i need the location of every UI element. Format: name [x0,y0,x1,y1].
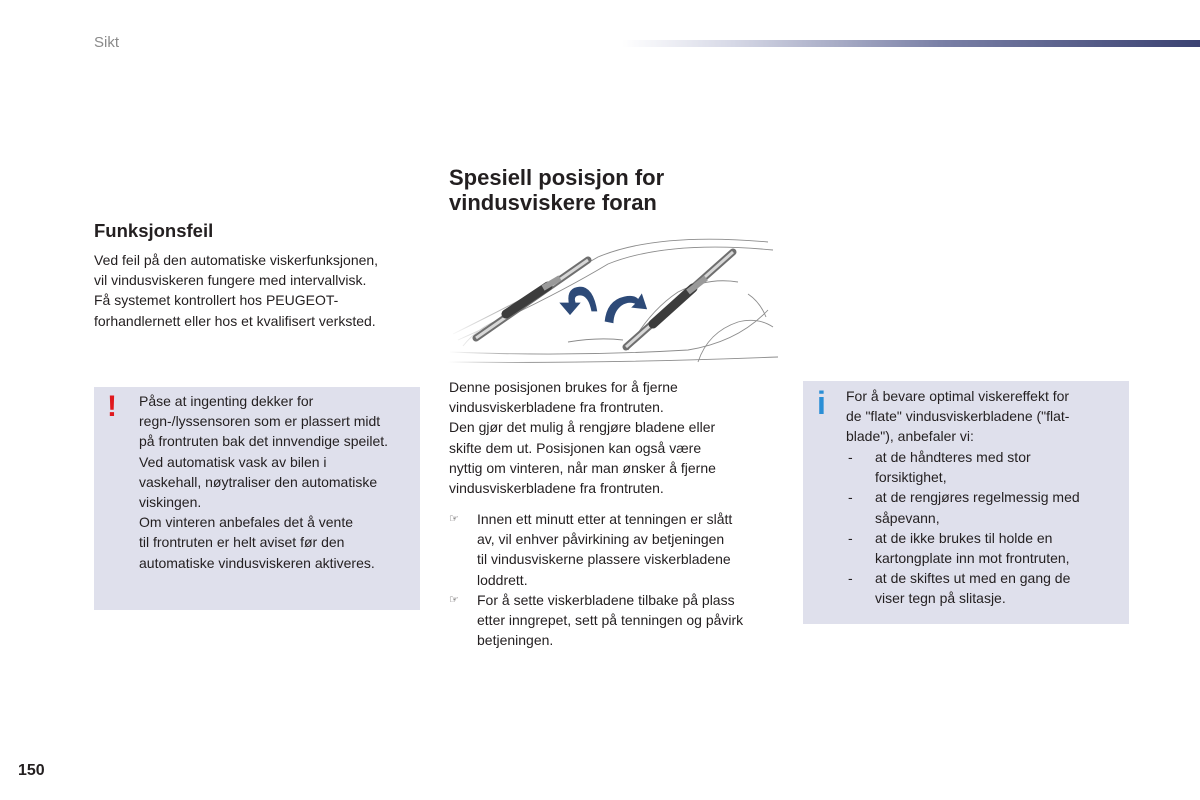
funksjonsfeil-text [94,250,424,331]
text-line: at de ikke brukes til holde en [875,529,1053,546]
info-intro [846,386,1121,447]
text-line: viskingen. [139,494,202,511]
text-line: de "flate" vindusviskerbladene ("flat- [846,408,1070,425]
text-line: Innen ett minutt etter at tenningen er slått [477,511,733,527]
text-line: betjeningen. [477,632,554,649]
warning-text [139,391,414,573]
dash-bullet: - [848,449,853,465]
text-line: Ved automatisk vask av bilen i [139,453,327,470]
text-line: at de håndteres med stor [875,449,1031,465]
list-item [846,447,1121,487]
list-item [846,528,1121,568]
text-line: Den gjør det mulig å rengjøre bladene eller [449,419,716,436]
text-line: vindusviskerbladene fra frontruten. [449,480,664,497]
special-position-heading [449,166,769,215]
info-list [846,447,1121,609]
list-item [449,509,779,590]
text-line: vaskehall, nøytraliser den automatiske [139,473,378,490]
text-line: forsiktighet, [875,469,947,486]
wiper-raised-illustration [448,222,778,367]
text-line: forhandlernett eller hos et kvalifisert verksted. [94,312,376,329]
text-line: skifte dem ut. Posisjonen kan også være [449,439,702,456]
hand-pointer-icon: ☞ [449,513,459,525]
text-line: loddrett. [477,571,528,588]
text-line: etter inngrepet, sett på tenningen og påvirk [477,612,744,629]
text-line: automatiske vindusviskeren aktiveres. [139,554,375,571]
text-line: Ved feil på den automatiske viskerfunksjonen, [94,252,379,268]
funksjonsfeil-heading: Funksjonsfeil [94,220,214,241]
special-position-text [449,377,779,498]
text-line: at de rengjøres regelmessig med [875,489,1080,506]
list-item [846,487,1121,527]
dash-bullet: - [848,529,853,546]
list-item [449,590,779,651]
text-line: For å bevare optimal viskereffekt for [846,388,1070,404]
text-line: For å sette viskerbladene tilbake på plass [477,591,735,608]
text-line: regn-/lyssensoren som er plassert midt [139,413,381,430]
text-line: til frontruten er helt aviset før den [139,534,345,551]
dash-bullet: - [848,489,853,506]
warning-box [94,387,420,610]
text-line: vindusviskerbladene fra frontruten. [449,399,664,416]
text-line: at de skiftes ut med en gang de [875,570,1071,587]
text-line: Påse at ingenting dekker for [139,393,314,409]
text-line: blade"), anbefaler vi: [846,428,974,445]
text-line: såpevann, [875,509,940,526]
text-line: nyttig om vinteren, når man ønsker å fjerne [449,459,716,476]
list-item [846,568,1121,608]
info-box [803,381,1129,624]
info-icon: i [817,385,826,421]
header-bar [622,40,1200,47]
text-line: til vindusviskerne plassere viskerbladene [477,551,731,568]
exclamation-icon: ! [107,390,117,423]
text-line: vil vindusviskeren fungere med intervallvisk. [94,272,367,289]
procedure-steps [449,509,779,650]
text-line: kartongplate inn mot frontruten, [875,550,1070,567]
text-line: Om vinteren anbefales det å vente [139,514,354,531]
text-line: av, vil enhver påvirkining av betjeningen [477,531,725,548]
section-label: Sikt [94,34,120,51]
text-line: på frontruten bak det innvendige speilet. [139,433,389,450]
text-line: viser tegn på slitasje. [875,590,1006,607]
page-number: 150 [18,762,45,779]
text-line: Få systemet kontrollert hos PEUGEOT- [94,292,339,309]
heading-line: Spesiell posisjon for [449,165,665,190]
dash-bullet: - [848,570,853,587]
text-line: Denne posisjonen brukes for å fjerne [449,379,678,395]
heading-line: vindusviskere foran [449,189,657,215]
hand-pointer-icon: ☞ [449,593,459,606]
